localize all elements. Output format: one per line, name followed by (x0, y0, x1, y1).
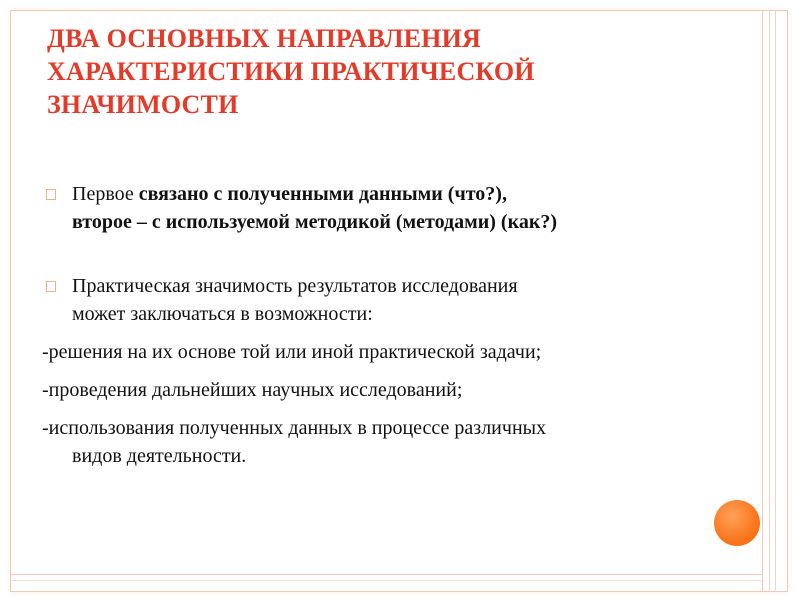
title-line: ХАРАКТЕРИСТИКИ ПРАКТИЧЕСКОЙ (47, 57, 535, 86)
list-item-text: -проведения дальнейших научных исследований; (42, 379, 463, 401)
title-line: ДВА ОСНОВНЫХ НАПРАВЛЕНИЯ (47, 24, 482, 53)
bullet-icon (46, 189, 56, 200)
bullet-icon (46, 281, 56, 292)
list-item (40, 338, 740, 366)
bullet-text-plain: Первое (72, 183, 139, 205)
bullet-line: может заключаться в возможности: (72, 303, 373, 325)
list-item-text: -использования полученных данных в процессе различных (42, 417, 547, 439)
bullet-text-bold: связано с полученными данными (что?), (138, 183, 507, 205)
bullet-line: второе – с используемой методикой (методами) (как?) (72, 211, 557, 233)
accent-circle-icon (714, 500, 760, 546)
list-item-text: видов деятельности. (72, 445, 247, 467)
bottom-divider-secondary (10, 580, 762, 581)
list-item (40, 376, 740, 404)
title-line: ЗНАЧИМОСТИ (47, 90, 239, 119)
bottom-divider (10, 574, 762, 575)
slide-body (40, 180, 740, 470)
list-item-text: -решения на их основе той или иной практической задачи; (42, 341, 542, 363)
list-item (40, 414, 740, 470)
bullet-line (72, 180, 740, 208)
bullet-item (40, 180, 740, 236)
bullet-line: Практическая значимость результатов исследования (72, 275, 518, 297)
bullet-item (40, 272, 740, 328)
right-decorative-band (762, 10, 788, 592)
slide-title (47, 22, 727, 121)
